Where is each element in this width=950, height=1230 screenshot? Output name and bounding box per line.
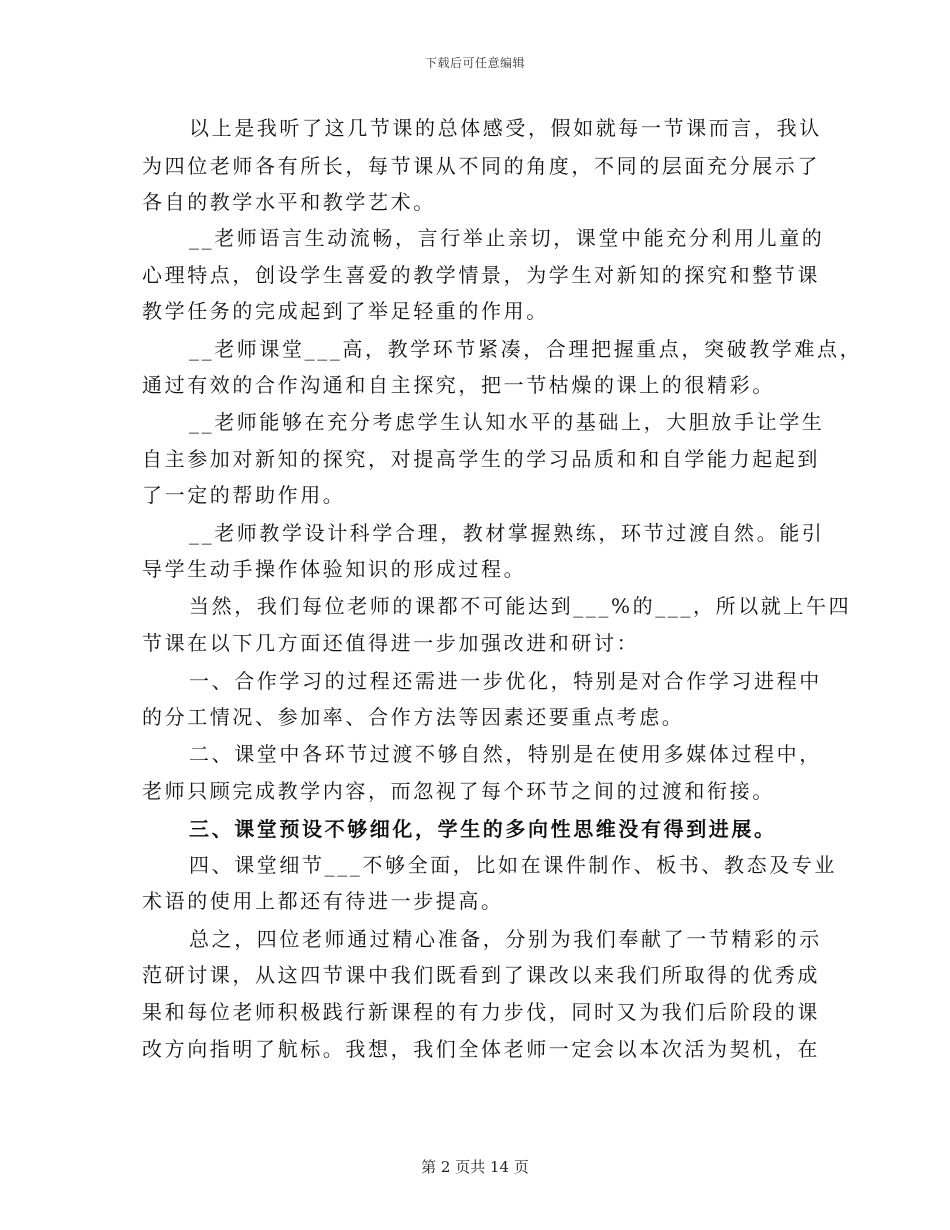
text-line: __老师语言生动流畅，言行举止亲切，课堂中能充分利用儿童的: [189, 226, 825, 250]
text-line: __老师课堂___高，教学环节紧凑，合理把握重点，突破教学难点，: [189, 337, 863, 361]
text-line: 当然，我们每位老师的课都不可能达到___%的___，所以就上午四: [189, 594, 852, 618]
text-line: 四、课堂细节___不够全面，比如在课件制作、板书、教态及专业: [189, 853, 837, 877]
text-line: 二、课堂中各环节过渡不够自然，特别是在使用多媒体过程中，: [189, 742, 822, 766]
text-line: 果和每位老师积极践行新课程的有力步伐，同时又为我们后阶段的课: [142, 1000, 820, 1024]
text-line: 总之，四位老师通过精心准备，分别为我们奉献了一节精彩的示: [189, 927, 822, 951]
page-header: 下载后可任意编辑: [424, 56, 525, 70]
text-line: 通过有效的合作沟通和自主探究，把一节枯燥的课上的很精彩。: [142, 373, 775, 397]
page-number: 第 2 页共 14 页: [421, 1158, 529, 1176]
text-line: __老师能够在充分考虑学生认知水平的基础上，大胆放手让学生: [189, 410, 825, 434]
text-line: 节课在以下几方面还值得进一步加强改进和研讨：: [142, 631, 640, 655]
bold-text-line: 三、课堂预设不够细化，学生的多向性思维没有得到进展。: [189, 817, 777, 841]
text-line: 为四位老师各有所长，每节课从不同的角度，不同的层面充分展示了: [142, 154, 820, 178]
text-line: 范研讨课，从这四节课中我们既看到了课改以来我们所取得的优秀成: [142, 963, 820, 987]
text-line: 自主参加对新知的探究，对提高学生的学习品质和和自学能力起起到: [142, 447, 820, 471]
text-line: 老师只顾完成教学内容，而忽视了每个环节之间的过渡和衔接。: [142, 779, 775, 803]
text-line: 术语的使用上都还有待进一步提高。: [142, 889, 504, 913]
text-line: 以上是我听了这几节课的总体感受，假如就每一节课而言，我认: [189, 116, 822, 140]
text-line: 了一定的帮助作用。: [142, 483, 346, 507]
text-line: 导学生动手操作体验知识的形成过程。: [142, 557, 527, 581]
text-line: 教学任务的完成起到了举足轻重的作用。: [142, 299, 549, 323]
text-line: 心理特点，创设学生喜爱的教学情景，为学生对新知的探究和整节课: [142, 263, 820, 287]
text-line: 各自的教学水平和教学艺术。: [142, 190, 436, 214]
text-line: 改方向指明了航标。我想，我们全体老师一定会以本次活为契机，在: [142, 1037, 820, 1061]
text-line: 一、合作学习的过程还需进一步优化，特别是对合作学习进程中: [189, 669, 822, 693]
text-line: 的分工情况、参加率、合作方法等因素还要重点考虑。: [142, 705, 685, 729]
text-line: __老师教学设计科学合理，教材掌握熟练，环节过渡自然。能引: [189, 521, 825, 545]
